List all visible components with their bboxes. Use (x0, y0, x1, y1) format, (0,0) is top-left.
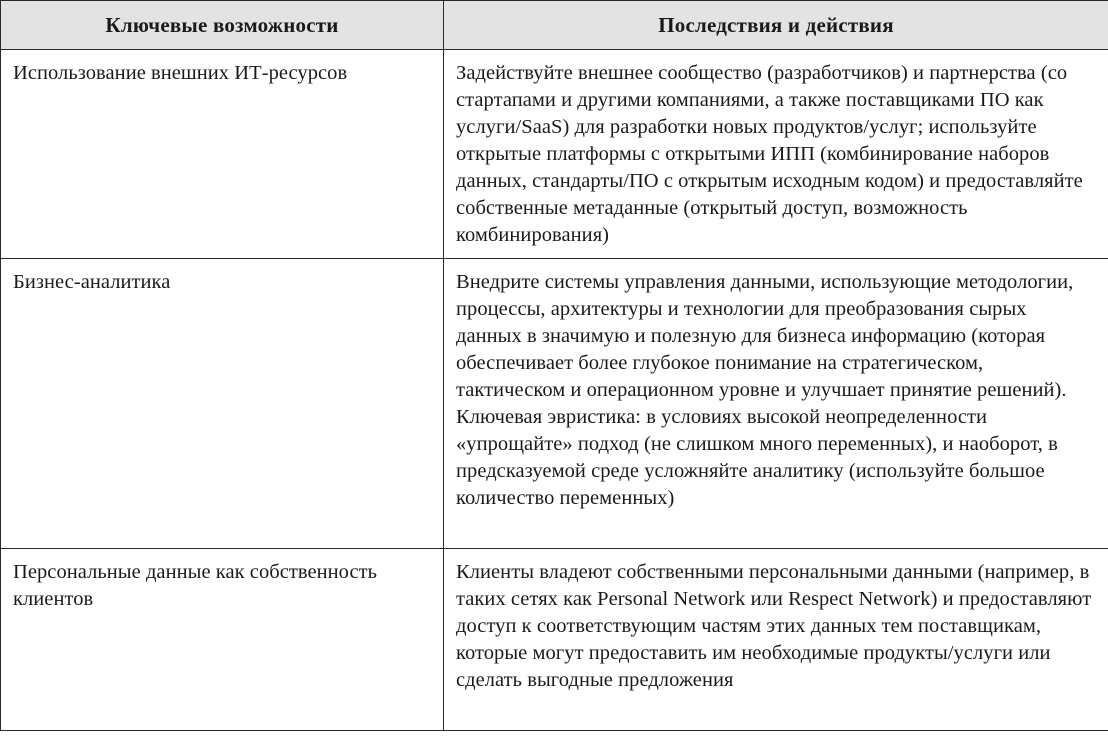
header-row (1, 1, 1108, 50)
capability-cell: Бизнес-аналитика (1, 259, 444, 549)
table-row (1, 549, 1108, 731)
table-row (1, 259, 1108, 549)
actions-cell: Клиенты владеют собственными персональными данными (например, в таких сетях как Personal Network или Respect Network) и предоставляют доступ к соответствующим частям этих данных тем поставщикам, которые могут предоставить им необходимые продукты/услуги или сделать выгодные предложения (444, 549, 1108, 731)
header-actions: Последствия и действия (444, 1, 1108, 50)
capability-cell: Персональные данные как собственность клиентов (1, 549, 444, 731)
capability-cell: Использование внешних ИТ-ресурсов (1, 50, 444, 259)
table-row (1, 50, 1108, 259)
header-capabilities: Ключевые возможности (1, 1, 444, 50)
actions-cell: Задействуйте внешнее сообщество (разработчиков) и партнерства (со стартапами и другими компаниями, а также поставщиками ПО как услуги/SaaS) для разработки новых продуктов/услуг; используйте открытые платформы с открытыми ИПП (комбинирование наборов данных, стандарты/ПО с открытым исходным кодом) и предоставляйте собственные метаданные (открытый доступ, возможность комбинирования) (444, 50, 1108, 259)
actions-cell: Внедрите системы управления данными, использующие методологии, процессы, архитектуры и технологии для преобразования сырых данных в значимую и полезную для бизнеса информацию (которая обеспечивает более глубокое понимание на стратегическом, тактическом и операционном уровне и улучшает принятие решений). Ключевая эвристика: в условиях высокой неопределенности «упрощайте» подход (не слишком много переменных), и наоборот, в предсказуемой среде усложняйте аналитику (используйте большое количество переменных) (444, 259, 1108, 549)
